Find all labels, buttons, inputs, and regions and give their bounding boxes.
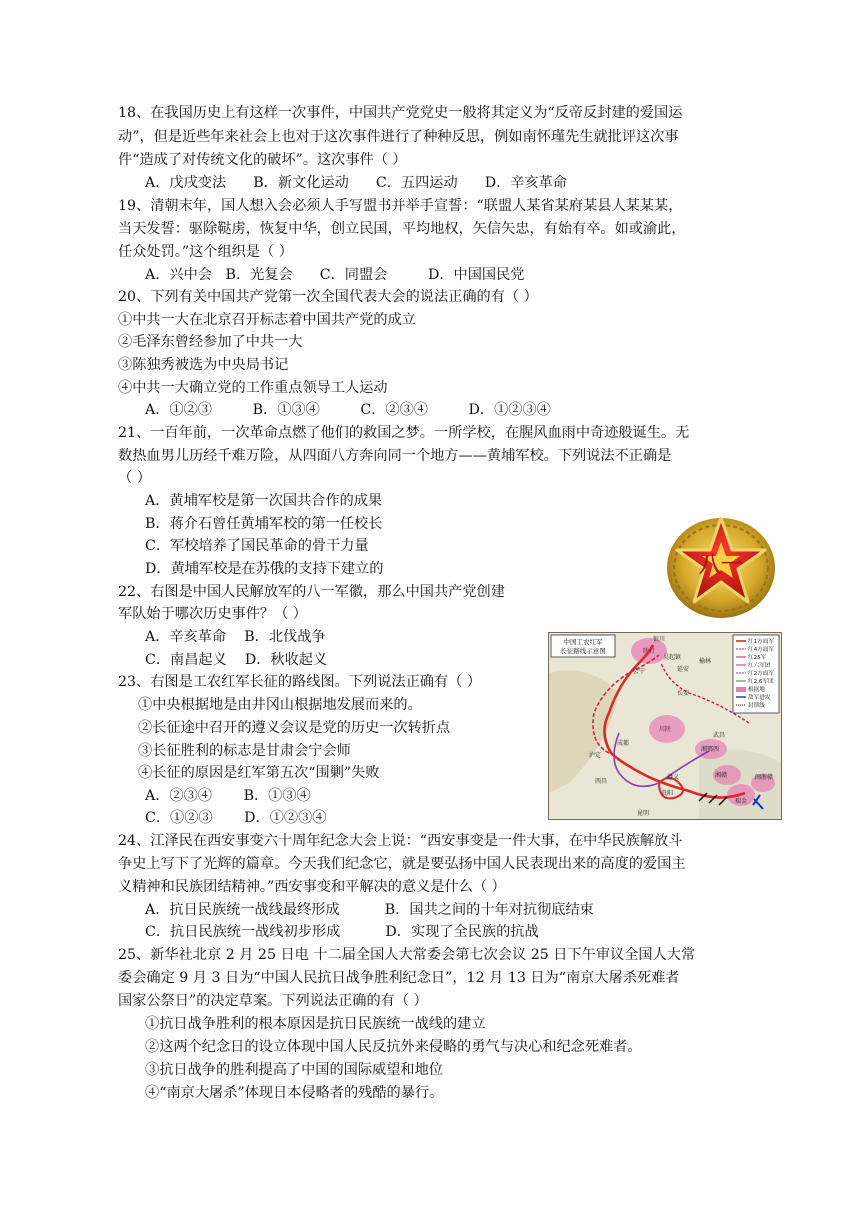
question-20-stem: 20、下列有关中国共产党第一次全国代表大会的说法正确的有（ ）	[118, 289, 538, 305]
legend-item-6: 红2,6军团	[748, 679, 774, 685]
legend-item-3: 红25军	[748, 655, 767, 661]
question-24-stem-line-3: 义精神和民族团结精神。”西安事变和平解决的意义是什么（ ）	[118, 879, 506, 895]
question-25-stem-line-1: 25、新华社北京 2 月 25 日电 十二届全国人大常委会第七次会议 25 日下午审议全国人大常	[118, 947, 696, 963]
question-23-item-3: ③长征胜利的标志是甘肃会宁会师	[138, 743, 351, 759]
question-21-stem-line-3: （ ）	[118, 470, 151, 486]
place-kunming: 昆明	[637, 810, 650, 817]
question-19-stem-line-1: 19、清朝末年，国人想入会必须人手写盟书并举手宣誓：“联盟人某省某府某县人某某某，	[118, 198, 683, 214]
map-title-line-1: 中国工农红军	[563, 638, 603, 646]
legend-item-4: 红六军团	[748, 663, 771, 669]
place-chuanshan: 川陕	[659, 726, 672, 733]
place-zunyi: 遵义	[667, 774, 680, 781]
question-23-item-2: ②长征途中召开的遵义会议是党的历史一次转折点	[138, 720, 451, 736]
question-20-item-3: ③陈独秀被选为中央局书记	[118, 357, 289, 373]
question-25-item-3: ③抗日战争的胜利提高了中国的国际威望和地位	[145, 1062, 443, 1078]
long-march-map-graphic	[549, 633, 781, 819]
question-20-item-2: ②毛泽东曾经参加了中共一大	[118, 334, 303, 350]
legend-item-7: 根据地	[748, 687, 765, 693]
question-22-options-row-2: C．南昌起义 D．秋收起义	[145, 652, 328, 668]
place-yinchuan: 银川	[653, 636, 666, 643]
question-24-stem-line-1: 24、江泽民在西安事变六十周年纪念大会上说：“西安事变是一件大事，在中华民族解放斗	[118, 833, 683, 849]
emblem-text: 八一	[698, 553, 744, 578]
question-21-stem-line-1: 21、一百年前，一次革命点燃了他们的救国之梦。一所学校，在腥风血雨中奇迹般诞生。无	[118, 425, 690, 441]
legend-item-2: 红4方面军	[748, 647, 774, 653]
legend-item-1: 红1方面军	[748, 639, 774, 645]
place-huining: 会宁	[633, 668, 646, 675]
question-19-options: A．兴中会 B．光复会 C．同盟会 D．中国国民党	[145, 267, 525, 283]
place-changan: 长安	[677, 690, 690, 697]
question-20-item-4: ④中共一大确立党的工作重点领导工人运动	[118, 380, 388, 396]
question-21-option-d: D．黄埔军校是在苏俄的支持下建立的	[145, 561, 384, 577]
question-21-stem-line-2: 数热血男儿历经千难万险，从四面八方奔向同一个地方——黄埔军校。下列说法不正确是	[118, 448, 672, 464]
question-21-option-b: B．蒋介石曾任黄埔军校的第一任校长	[145, 516, 383, 532]
question-18-stem-line-1: 18、在我国历史上有这样一次事件，中国共产党党史一般将其定义为“反帝反封建的爱国运	[118, 105, 683, 121]
bayi-emblem-image	[664, 508, 778, 622]
place-wuchang: 武昌	[713, 732, 726, 739]
place-chengdu: 成都	[617, 740, 630, 747]
question-21-option-a: A．黄埔军校是第一次国共合作的成果	[145, 493, 383, 509]
legend-item-5: 红2方面军	[748, 671, 774, 677]
question-25-item-1: ①抗日战争胜利的根本原因是抗日民族统一战线的建立	[145, 1016, 486, 1032]
place-shaangan: 陕甘	[643, 648, 656, 655]
question-20-options: A．①②③ B．①③④ C．②③④ D．①②③④	[145, 402, 551, 418]
question-22-stem-line-1: 22、右图是中国人民解放军的八一军徽，那么中国共产党创建	[118, 584, 505, 600]
question-18-stem-line-2: 动”，但是近些年来社会上也对于这次事件进行了种种反思，例如南怀瑾先生就批评这次事	[118, 129, 679, 145]
question-23-options-row-1: A．②③④ B．①③④	[145, 788, 311, 804]
question-19-stem-line-3: 任众处罚。”这个组织是（ ）	[118, 244, 293, 260]
place-wuqizhen: 吴起镇	[663, 654, 682, 661]
question-23-item-4: ④长征的原因是红军第五次“围剿”失败	[138, 765, 380, 781]
question-25-stem-line-3: 国家公祭日”的决定草案。下列说法正确的有（ ）	[118, 993, 428, 1009]
question-23-options-row-2: C．①②③ D．①②③④	[145, 810, 327, 826]
question-21-option-c: C．军校培养了国民革命的骨干力量	[145, 538, 369, 554]
place-xianggan: 湘赣	[715, 772, 728, 779]
place-yanan: 延安	[677, 666, 690, 673]
question-22-options-row-1: A．辛亥革命 B．北伐战争	[145, 629, 326, 645]
question-22-stem-line-2: 军队始于哪次历史事件？（ ）	[118, 606, 307, 622]
legend-item-8: 敌军进攻	[748, 695, 771, 701]
question-18-stem-line-3: 件“造成了对传统文化的破坏”。这次事件（ ）	[118, 152, 407, 168]
place-xiangexi: 湘鄂西	[701, 746, 720, 753]
question-24-options-row-1: A．抗日民族统一战线最终形成 B．国共之间的十年对抗彻底结束	[145, 902, 594, 918]
long-march-map-image	[548, 632, 782, 820]
question-24-options-row-2: C．抗日民族统一战线初步形成 D．实现了全民族的抗战	[145, 924, 539, 940]
place-ruijin: 瑞金	[735, 798, 748, 805]
question-24-stem-line-2: 争史上写下了光辉的篇章。今天我们纪念它，就是要弘扬中国人民表现出来的高度的爱国主	[118, 856, 686, 872]
question-20-item-1: ①中共一大在北京召开标志着中国共产党的成立	[118, 312, 416, 328]
question-25-item-4: ④“南京大屠杀”体现日本侵略者的残酷的暴行。	[145, 1085, 444, 1101]
place-luding: 泸定	[589, 752, 602, 759]
question-19-stem-line-2: 当天发誓：驱除鞑虏，恢复中华，创立民国，平均地权，矢信矢忠，有始有卒。如或渝此，	[118, 221, 686, 237]
question-18-options: A．戊戌变法 B．新文化运动 C．五四运动 D．辛亥革命	[145, 175, 568, 191]
question-25-stem-line-2: 委会确定 9 月 3 日为“中国人民抗日战争胜利纪念日”，12 月 13 日为“南京大屠杀死难者	[118, 970, 680, 986]
legend-item-9: 封锁线	[748, 703, 765, 709]
place-xichang: 西昌	[595, 778, 608, 785]
place-guiyang: 贵阳	[661, 790, 674, 797]
question-23-stem: 23、右图是工农红军长征的路线图。下列说法正确有（ ）	[118, 674, 482, 690]
map-title-line-2: 长征路线示意图	[560, 647, 606, 655]
place-yulin: 榆林	[699, 658, 712, 665]
place-minzhegan: 闽浙赣	[755, 774, 774, 781]
question-25-item-2: ②这两个纪念日的设立体现中国人民反抗外来侵略的勇气与决心和纪念死难者。	[145, 1039, 642, 1055]
question-23-item-1: ①中央根据地是由井冈山根据地发展而来的。	[138, 697, 422, 713]
